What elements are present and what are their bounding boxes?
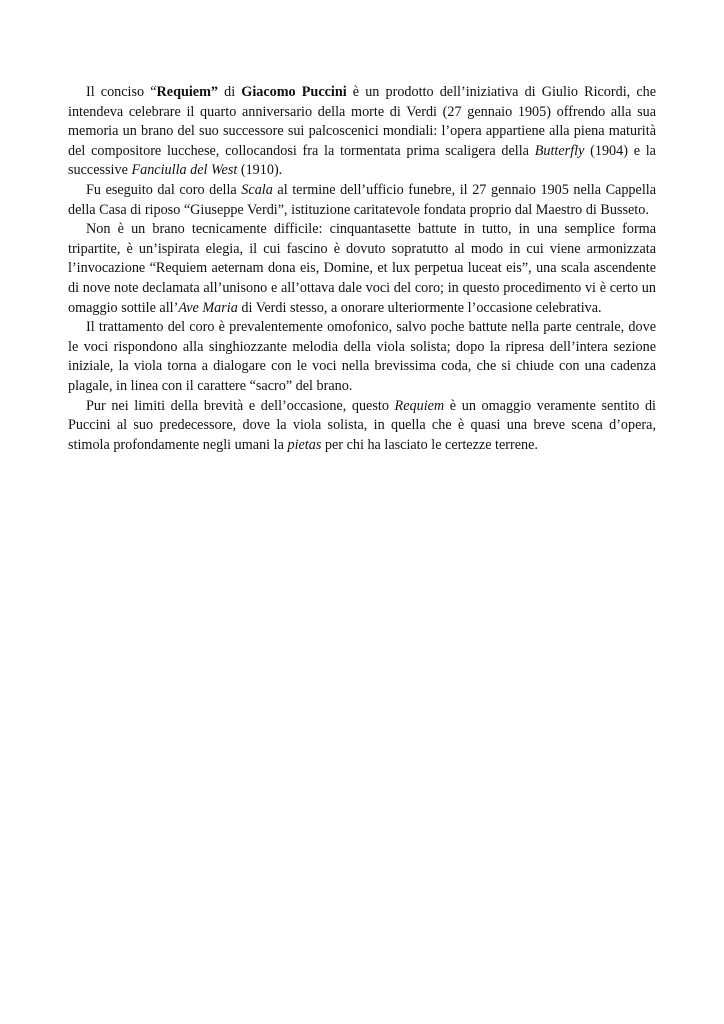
italic-ave-maria: Ave Maria xyxy=(178,299,238,316)
text-span: (1910). xyxy=(237,162,283,179)
text-span: Non è un brano tecnicamente difficile: cinquantasette battute in tutto, in una semplice forma tripartite, è un’ispirata elegia, il cui fascino è dovuto sopratutto al modo in cui viene armonizzata l’invocazione “Requiem aeternam dona eis, Domine, et lux perpetua luceat eis”, una scala ascendente di nove note declamata all’unisono e all’ottava dale voci del coro; in questo procedimento vi è certo un omaggio sottile all’ xyxy=(68,221,656,316)
italic-requiem: Requiem xyxy=(394,397,445,414)
paragraph-2 xyxy=(68,181,656,220)
paragraph-1 xyxy=(68,83,656,181)
paragraph-4 xyxy=(68,318,656,396)
italic-butterfly: Butterfly xyxy=(534,142,585,159)
italic-scala: Scala xyxy=(241,181,273,198)
document-body xyxy=(68,83,656,455)
text-span: Pur nei limiti della brevità e dell’occasione, questo xyxy=(86,397,395,414)
text-span: Il conciso “ xyxy=(86,84,157,100)
text-span: Il trattamento del coro è prevalentemente omofonico, salvo poche battute nella parte centrale, dove le voci rispondono alla singhiozzante melodia della viola solista; dopo la ripresa dell’intera sezione iniziale, la viola torna a dialogare con le voci nella brevissima coda, che si chiude con una cadenza plagale, in linea con il carattere “sacro” del brano. xyxy=(68,319,656,394)
text-span: è un prodotto dell’iniziativa di Giulio Ricordi, che intendeva celebrare il quarto anniversario della morte di Verdi (27 gennaio 1905) offrendo alla sua memoria un brano del suo successore sui palcoscenici mondiali: l’opera appartiene alla piena maturità del compositore lucchese, collocandosi fra la tormentata prima scaligera della xyxy=(68,84,657,159)
text-span: al termine dell’ufficio funebre, il 27 gennaio 1905 nella Cappella della Casa di riposo “Giuseppe Verdi”, istituzione caritatevole fondata proprio dal Maestro di Busseto. xyxy=(68,181,656,218)
bold-composer-name: Giacomo Puccini xyxy=(241,84,347,100)
italic-pietas: pietas xyxy=(287,436,322,453)
italic-fanciulla: Fanciulla del West xyxy=(131,162,238,179)
text-span: (1904) e la successive xyxy=(68,142,656,179)
paragraph-5 xyxy=(68,397,656,456)
bold-title-requiem: Requiem” xyxy=(156,84,219,100)
text-span: è un omaggio veramente sentito di Puccini al suo predecessore, dove la viola solista, in quella che è quasi una breve scena d’opera, stimola profondamente negli umani la xyxy=(68,397,656,453)
text-span: Fu eseguito dal coro della xyxy=(86,181,242,198)
text-span: di Verdi stesso, a onorare ulteriormente l’occasione celebrativa. xyxy=(237,299,602,316)
paragraph-3 xyxy=(68,220,656,318)
text-span: di xyxy=(218,84,242,100)
text-span: per chi ha lasciato le certezze terrene. xyxy=(321,436,538,453)
